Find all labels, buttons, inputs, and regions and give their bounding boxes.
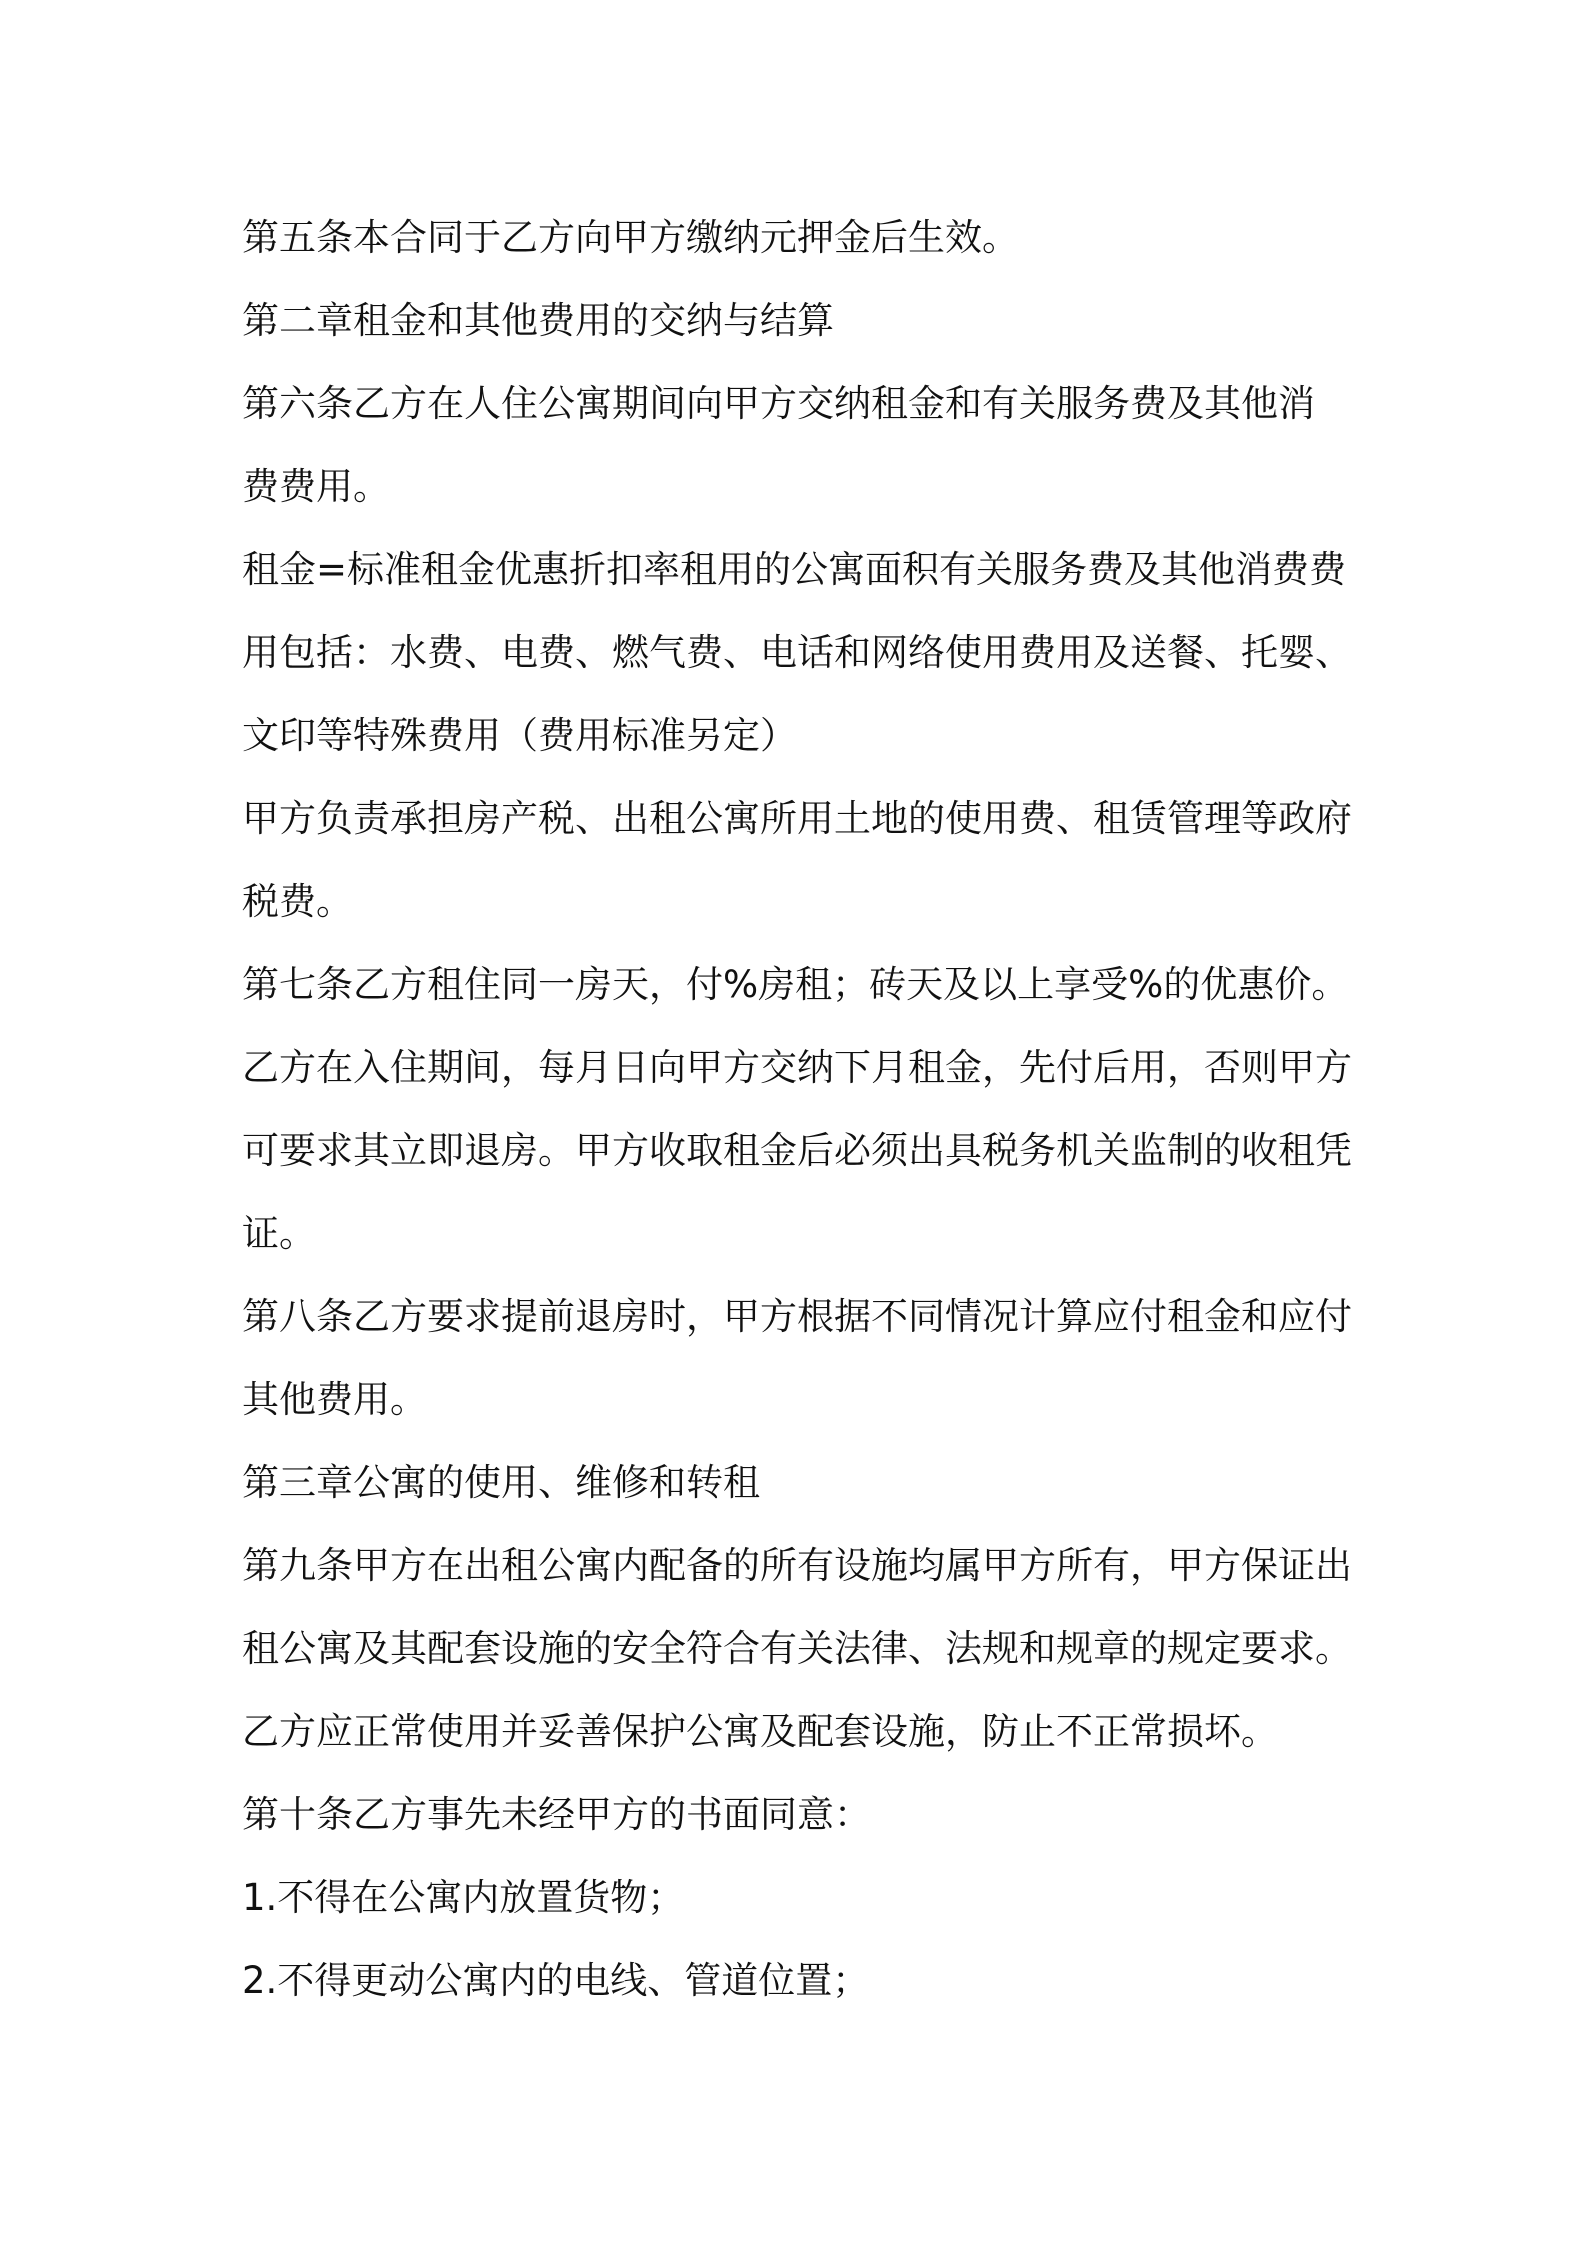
clause-5-line: 第五条本合同于乙方向甲方缴纳元押金后生效。 bbox=[242, 216, 1019, 259]
rent-definition-line-3: 文印等特殊费用（费用标准另定） bbox=[242, 714, 797, 757]
clause-6-line-1: 第六条乙方在人住公寓期间向甲方交纳租金和有关服务费及其他消 bbox=[242, 382, 1315, 425]
payment-terms-line-3: 证。 bbox=[242, 1212, 316, 1255]
rent-definition-line-1: 租金=标准租金优惠折扣率租用的公寓面积有关服务费及其他消费费 bbox=[242, 548, 1347, 591]
tax-responsibility-line-2: 税费。 bbox=[242, 880, 353, 923]
chapter-2-heading: 第二章租金和其他费用的交纳与结算 bbox=[242, 299, 834, 342]
clause-10-item-1: 1.不得在公寓内放置货物； bbox=[242, 1876, 685, 1919]
chapter-3-heading: 第三章公寓的使用、维修和转租 bbox=[242, 1461, 760, 1504]
payment-terms-line-2: 可要求其立即退房。甲方收取租金后必须出具税务机关监制的收租凭 bbox=[242, 1129, 1352, 1172]
clause-9-line-1: 第九条甲方在出租公寓内配备的所有设施均属甲方所有，甲方保证出 bbox=[242, 1544, 1352, 1587]
clause-8-line-1: 第八条乙方要求提前退房时，甲方根据不同情况计算应付租金和应付 bbox=[242, 1295, 1352, 1338]
clause-9-line-3: 乙方应正常使用并妥善保护公寓及配套设施，防止不正常损坏。 bbox=[242, 1710, 1278, 1753]
clause-10-item-2: 2.不得更动公寓内的电线、管道位置； bbox=[242, 1959, 870, 2002]
rent-definition-line-2: 用包括：水费、电费、燃气费、电话和网络使用费用及送餐、托婴、 bbox=[242, 631, 1352, 674]
clause-8-line-2: 其他费用。 bbox=[242, 1378, 427, 1421]
clause-10-line: 第十条乙方事先未经甲方的书面同意： bbox=[242, 1793, 871, 1836]
tax-responsibility-line-1: 甲方负责承担房产税、出租公寓所用土地的使用费、租赁管理等政府 bbox=[242, 797, 1352, 840]
clause-9-line-2: 租公寓及其配套设施的安全符合有关法律、法规和规章的规定要求。 bbox=[242, 1627, 1352, 1670]
contract-text-body bbox=[242, 196, 1372, 2022]
clause-7-line: 第七条乙方租住同一房天，付%房租；砖天及以上享受%的优惠价。 bbox=[242, 963, 1349, 1006]
payment-terms-line-1: 乙方在入住期间，每月日向甲方交纳下月租金，先付后用，否则甲方 bbox=[242, 1046, 1352, 1089]
clause-6-line-2: 费费用。 bbox=[242, 465, 390, 508]
